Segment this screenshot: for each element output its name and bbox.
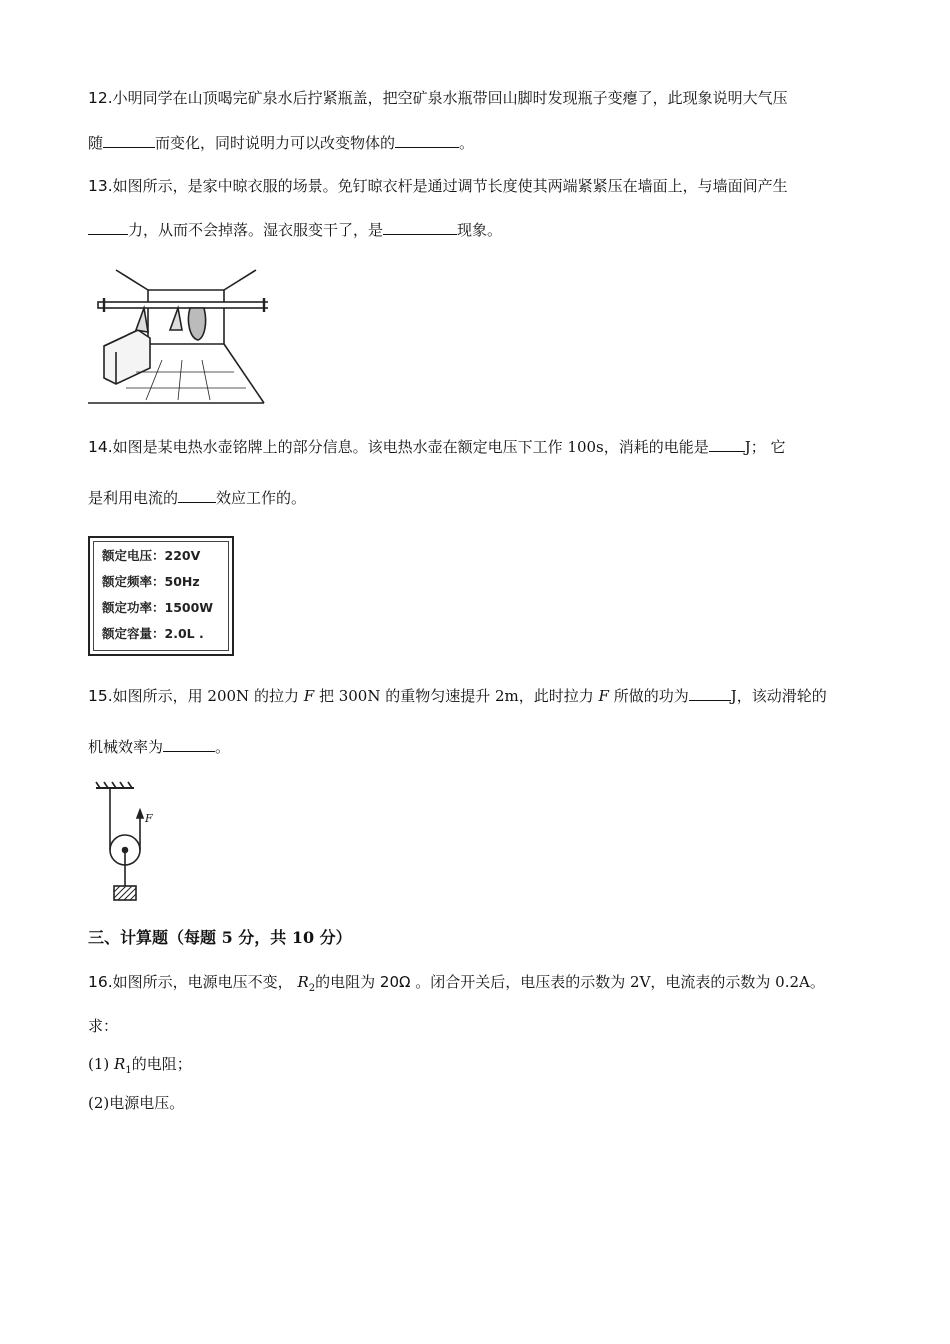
q12-text-2a: 随: [88, 134, 104, 152]
clothes-drying-figure: [86, 268, 268, 408]
section3-heading: 三、计算题（每题 5 分，共 10 分）: [88, 928, 352, 947]
q16-sub2: (2)电源电压。: [88, 1094, 185, 1112]
q13-line1: [88, 176, 788, 196]
q15-line2: [88, 737, 230, 757]
q15-force-symbol-1: F: [303, 687, 315, 705]
q13-text-2b: 现象。: [457, 221, 503, 239]
q15-text-1a: 如图所示，用 200N 的拉力: [112, 687, 299, 705]
q12-text-1: 小明同学在山顶喝完矿泉水后拧紧瓶盖，把空矿泉水瓶带回山脚时发现瓶子变瘪了，此现象说明大气压: [112, 89, 788, 107]
q13-line2: [88, 220, 502, 240]
q14-blank-1[interactable]: [709, 437, 745, 452]
q15-text-2a: 机械效率为: [88, 738, 164, 756]
nameplate-capacity: 额定容量：2.0L .: [102, 626, 204, 641]
q15-text-1b: 把 300N 的重物匀速提升 2m，此时拉力: [318, 687, 594, 705]
kettle-nameplate: [88, 536, 234, 656]
q16-text-1b: 的电阻为: [315, 973, 376, 991]
q15-text-1d: J，该动滑轮的: [730, 687, 827, 705]
q15-text-2b: 。: [215, 738, 231, 756]
q14-text-2a: 是利用电流的: [88, 489, 179, 507]
q15-text-1c: 所做的功为: [613, 687, 689, 705]
q12-text-2c: 。: [459, 134, 475, 152]
q15-number: 15.: [88, 687, 113, 705]
q15-force-symbol-2: F: [598, 687, 609, 705]
q16-sub1-text: 的电阻；: [131, 1055, 192, 1073]
q14-line1: [88, 437, 786, 457]
q14-number: 14.: [88, 438, 113, 456]
q16-r2-subscript: 2: [308, 983, 316, 994]
q14-text-1a: 如图是某电热水壶铭牌上的部分信息。该电热水壶在额定电压下工作 100s，消耗的电能是: [112, 438, 709, 456]
q16-text-1c: 。闭合开关后，电压表的示数为 2V，电流表的示数为 0.2A。: [415, 973, 825, 991]
q12-number: 12.: [88, 89, 113, 107]
q13-text-2a: 力，从而不会掉落。湿衣服变干了，是: [128, 221, 384, 239]
q13-blank-2[interactable]: [383, 220, 457, 235]
q13-number: 13.: [88, 177, 113, 195]
q16-r1-symbol: R: [114, 1055, 126, 1073]
pulley-figure: [92, 780, 162, 904]
q16-line2: 求：: [88, 1017, 119, 1035]
nameplate-power: 额定功率：1500W: [102, 600, 214, 615]
q12-blank-1[interactable]: [103, 133, 155, 148]
q16-r2-symbol: R: [297, 973, 309, 991]
q16-sub1-label: (1): [88, 1055, 110, 1073]
q16-number: 16.: [88, 973, 113, 991]
q16-text-1a: 如图所示，电源电压不变，: [112, 973, 293, 991]
q15-blank-1[interactable]: [689, 686, 731, 701]
q14-text-1b: J； 它: [744, 438, 786, 456]
q12-blank-2[interactable]: [395, 133, 459, 148]
nameplate-voltage: 额定电压：220V: [102, 548, 201, 563]
q14-blank-2[interactable]: [178, 488, 216, 503]
q14-line2: [88, 488, 306, 508]
nameplate-frequency: 额定频率：50Hz: [102, 574, 200, 589]
q15-line1: [88, 686, 827, 706]
q16-r1-subscript: 1: [125, 1065, 132, 1076]
q16-sub1: [88, 1054, 192, 1081]
pulley-force-label: F: [145, 812, 153, 825]
q12-text-2b: 而变化，同时说明力可以改变物体的: [155, 134, 396, 152]
q13-text-1: 如图所示，是家中晾衣服的场景。免钉晾衣杆是通过调节长度使其两端紧紧压在墙面上，与墙面间产生: [112, 177, 788, 195]
q13-blank-1[interactable]: [88, 220, 128, 235]
q15-blank-2[interactable]: [163, 737, 215, 752]
q12-line1: [88, 88, 788, 108]
q14-text-2b: 效应工作的。: [216, 489, 307, 507]
q16-line1: [88, 972, 825, 999]
q16-resistance-value: 20Ω: [379, 973, 411, 991]
q12-line2: [88, 133, 474, 153]
